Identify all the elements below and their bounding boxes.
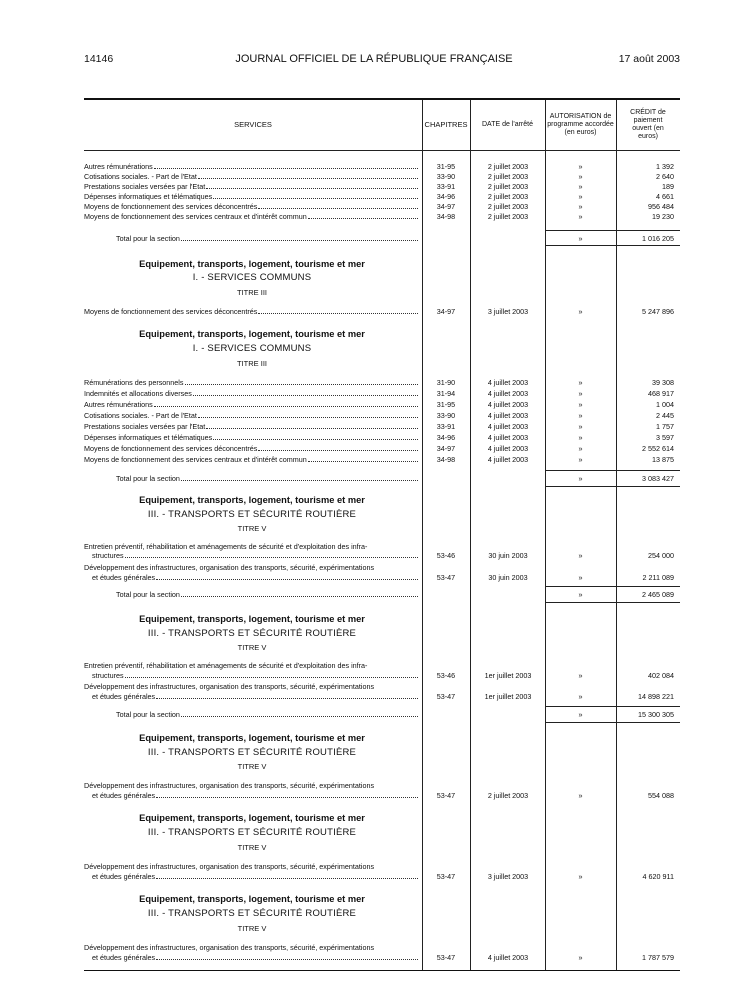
row-date: 1er juillet 2003 — [484, 692, 532, 701]
row-date: 4 juillet 2003 — [487, 378, 529, 387]
total-credit: 2 465 089 — [642, 590, 674, 599]
row-autorisation: » — [578, 411, 583, 420]
section-titre: TITRE III — [237, 359, 267, 368]
row-date: 2 juillet 2003 — [487, 182, 529, 191]
row-label-cont: et études générales — [92, 573, 156, 582]
row-autorisation: » — [578, 192, 583, 201]
row-autorisation: » — [578, 422, 583, 431]
total-credit: 1 016 205 — [642, 234, 674, 243]
row-date: 1er juillet 2003 — [484, 671, 532, 680]
row-date: 30 juin 2003 — [488, 551, 528, 560]
section-subtitle: III. - TRANSPORTS ET SÉCURITÉ ROUTIÈRE — [147, 509, 357, 520]
row-date: 2 juillet 2003 — [487, 192, 529, 201]
row-autorisation: » — [578, 162, 583, 171]
row-label-cont: structures — [92, 551, 124, 560]
row-autorisation: » — [578, 692, 583, 701]
row-credit: 402 084 — [648, 671, 674, 680]
total-label: Total pour la section — [116, 710, 180, 719]
row-credit: 254 000 — [648, 551, 674, 560]
credits-table — [84, 98, 680, 971]
section-title: Equipement, transports, logement, tourisme et mer — [139, 733, 365, 743]
table-row — [84, 172, 680, 181]
row-date: 4 juillet 2003 — [487, 953, 529, 962]
row-autorisation: » — [578, 791, 583, 800]
row-autorisation: » — [578, 212, 583, 221]
section-subtitle: III. - TRANSPORTS ET SÉCURITÉ ROUTIÈRE — [147, 628, 357, 639]
table-row — [84, 433, 680, 442]
section-titre: TITRE III — [237, 288, 267, 297]
row-date: 3 juillet 2003 — [487, 872, 529, 881]
section-title: Equipement, transports, logement, tourisme et mer — [139, 813, 365, 823]
col-header-services: SERVICES — [234, 120, 272, 129]
section-subtitle: I. - SERVICES COMMUNS — [192, 343, 312, 354]
total-label: Total pour la section — [116, 474, 180, 483]
row-autorisation: » — [578, 953, 583, 962]
row-credit: 4 661 — [656, 192, 674, 201]
table-row — [84, 307, 680, 316]
row-chapitre: 34-96 — [436, 192, 456, 201]
row-chapitre: 34-97 — [436, 307, 456, 316]
col-header-autorisation: AUTORISATION de programme accordée (en euros) — [547, 113, 614, 136]
table-row — [84, 411, 680, 420]
row-label-cont: et études générales — [92, 872, 156, 881]
row-label: Autres rémunérations — [84, 400, 153, 409]
total-box — [545, 470, 680, 487]
row-autorisation: » — [578, 433, 583, 442]
row-label: Développement des infrastructures, organisation des transports, sécurité, expérimentations — [84, 781, 375, 790]
row-date: 4 juillet 2003 — [487, 389, 529, 398]
section-subtitle: I. - SERVICES COMMUNS — [192, 272, 312, 283]
row-chapitre: 53-47 — [436, 791, 456, 800]
row-label: Moyens de fonctionnement des services déconcentrés — [84, 444, 258, 453]
row-credit: 1 787 579 — [642, 953, 674, 962]
row-date: 4 juillet 2003 — [487, 433, 529, 442]
table-row — [84, 444, 680, 453]
row-chapitre: 31-94 — [436, 389, 456, 398]
row-chapitre: 53-47 — [436, 953, 456, 962]
table-row — [84, 671, 680, 680]
total-autorisation: » — [578, 590, 583, 599]
section-titre: TITRE V — [237, 762, 267, 771]
table-row — [84, 872, 680, 881]
row-date: 2 juillet 2003 — [487, 791, 529, 800]
row-label-cont: et études générales — [92, 692, 156, 701]
row-autorisation: » — [578, 182, 583, 191]
row-label: Entretien préventif, réhabilitation et aménagements de sécurité et d'exploitation des infra- — [84, 542, 368, 551]
row-label: Développement des infrastructures, organisation des transports, sécurité, expérimentations — [84, 563, 375, 572]
row-label: Autres rémunérations — [84, 162, 153, 171]
page-date: 17 août 2003 — [618, 53, 680, 65]
table-row — [84, 791, 680, 800]
total-autorisation: » — [578, 710, 583, 719]
row-chapitre: 53-47 — [436, 872, 456, 881]
total-credit: 15 300 305 — [638, 710, 674, 719]
row-label-cont: et études générales — [92, 953, 156, 962]
table-row — [84, 378, 680, 387]
row-label: Indemnités et allocations diverses — [84, 389, 192, 398]
row-label: Moyens de fonctionnement des services déconcentrés — [84, 202, 258, 211]
row-label: Rémunérations des personnels — [84, 378, 184, 387]
row-chapitre: 33-91 — [436, 182, 456, 191]
table-row — [84, 692, 680, 701]
section-titre: TITRE V — [237, 843, 267, 852]
row-chapitre: 33-90 — [436, 411, 456, 420]
total-autorisation: » — [578, 474, 583, 483]
section-titre: TITRE V — [237, 524, 267, 533]
row-chapitre: 53-46 — [436, 551, 456, 560]
row-autorisation: » — [578, 455, 583, 464]
row-autorisation: » — [578, 671, 583, 680]
total-box — [545, 706, 680, 723]
table-row — [84, 953, 680, 962]
row-autorisation: » — [578, 172, 583, 181]
row-credit: 14 898 221 — [638, 692, 674, 701]
row-credit: 1 757 — [656, 422, 674, 431]
total-credit: 3 083 427 — [642, 474, 674, 483]
table-row — [84, 202, 680, 211]
table-row — [84, 212, 680, 221]
header-divider — [84, 150, 680, 151]
row-credit: 13 875 — [652, 455, 674, 464]
row-credit: 2 445 — [656, 411, 674, 420]
row-chapitre: 34-96 — [436, 433, 456, 442]
row-credit: 5 247 896 — [642, 307, 674, 316]
row-label: Développement des infrastructures, organisation des transports, sécurité, expérimentations — [84, 862, 375, 871]
row-credit: 1 392 — [656, 162, 674, 171]
row-credit: 2 552 614 — [642, 444, 674, 453]
row-label-cont: structures — [92, 671, 124, 680]
row-label: Dépenses informatiques et télématiques — [84, 433, 213, 442]
table-row — [84, 400, 680, 409]
row-chapitre: 34-97 — [436, 444, 456, 453]
row-date: 2 juillet 2003 — [487, 202, 529, 211]
row-label-cont: et études générales — [92, 791, 156, 800]
row-date: 4 juillet 2003 — [487, 411, 529, 420]
table-row — [84, 551, 680, 560]
section-titre: TITRE V — [237, 924, 267, 933]
row-date: 4 juillet 2003 — [487, 422, 529, 431]
row-date: 4 juillet 2003 — [487, 444, 529, 453]
row-label: Cotisations sociales. - Part de l'Etat — [84, 172, 197, 181]
row-label: Moyens de fonctionnement des services déconcentrés — [84, 307, 258, 316]
row-autorisation: » — [578, 551, 583, 560]
row-label: Développement des infrastructures, organisation des transports, sécurité, expérimentations — [84, 682, 375, 691]
row-date: 2 juillet 2003 — [487, 172, 529, 181]
section-title: Equipement, transports, logement, tourisme et mer — [139, 259, 365, 269]
row-date: 2 juillet 2003 — [487, 162, 529, 171]
table-row — [84, 162, 680, 171]
table-row — [84, 422, 680, 431]
section-subtitle: III. - TRANSPORTS ET SÉCURITÉ ROUTIÈRE — [147, 747, 357, 758]
row-chapitre: 34-98 — [436, 455, 456, 464]
row-autorisation: » — [578, 307, 583, 316]
page-number: 14146 — [84, 53, 114, 65]
table-row — [84, 182, 680, 191]
row-chapitre: 33-91 — [436, 422, 456, 431]
total-autorisation: » — [578, 234, 583, 243]
row-date: 2 juillet 2003 — [487, 212, 529, 221]
journal-title: JOURNAL OFFICIEL DE LA RÉPUBLIQUE FRANÇAISE — [235, 53, 513, 65]
row-autorisation: » — [578, 202, 583, 211]
row-credit: 2 211 089 — [642, 573, 674, 582]
col-divider — [470, 100, 471, 970]
row-credit: 468 917 — [648, 389, 674, 398]
row-autorisation: » — [578, 872, 583, 881]
total-label: Total pour la section — [116, 234, 180, 243]
total-box — [545, 230, 680, 246]
row-date: 4 juillet 2003 — [487, 455, 529, 464]
row-label: Développement des infrastructures, organisation des transports, sécurité, expérimentations — [84, 943, 375, 952]
row-label: Prestations sociales versées par l'Etat — [84, 182, 206, 191]
row-chapitre: 53-47 — [436, 692, 456, 701]
row-autorisation: » — [578, 400, 583, 409]
row-chapitre: 53-46 — [436, 671, 456, 680]
row-chapitre: 31-95 — [436, 162, 456, 171]
col-header-credit: CRÉDIT de paiement ouvert (en euros) — [630, 109, 666, 140]
section-title: Equipement, transports, logement, tourisme et mer — [139, 329, 365, 339]
row-label: Moyens de fonctionnement des services centraux et d'intérêt commun — [84, 455, 307, 464]
row-date: 30 juin 2003 — [488, 573, 528, 582]
row-autorisation: » — [578, 444, 583, 453]
row-credit: 2 640 — [656, 172, 674, 181]
row-label: Moyens de fonctionnement des services centraux et d'intérêt commun — [84, 212, 307, 221]
row-credit: 3 597 — [656, 433, 674, 442]
row-credit: 189 — [662, 182, 674, 191]
row-credit: 4 620 911 — [642, 872, 674, 881]
row-chapitre: 33-90 — [436, 172, 456, 181]
row-chapitre: 34-97 — [436, 202, 456, 211]
row-autorisation: » — [578, 378, 583, 387]
total-label: Total pour la section — [116, 590, 180, 599]
row-credit: 39 308 — [652, 378, 674, 387]
table-row — [84, 192, 680, 201]
row-chapitre: 53-47 — [436, 573, 456, 582]
row-autorisation: » — [578, 389, 583, 398]
row-credit: 554 088 — [648, 791, 674, 800]
table-row — [84, 573, 680, 582]
section-title: Equipement, transports, logement, tourisme et mer — [139, 614, 365, 624]
row-credit: 19 230 — [652, 212, 674, 221]
row-autorisation: » — [578, 573, 583, 582]
col-divider — [422, 100, 423, 970]
col-header-chapitres: CHAPITRES — [424, 120, 468, 129]
row-chapitre: 31-95 — [436, 400, 456, 409]
table-row — [84, 389, 680, 398]
row-chapitre: 31-90 — [436, 378, 456, 387]
row-date: 3 juillet 2003 — [487, 307, 529, 316]
table-row — [84, 455, 680, 464]
row-label: Cotisations sociales. - Part de l'Etat — [84, 411, 197, 420]
row-label: Prestations sociales versées par l'Etat — [84, 422, 206, 431]
row-label: Dépenses informatiques et télématiques — [84, 192, 213, 201]
row-label: Entretien préventif, réhabilitation et aménagements de sécurité et d'exploitation des infra- — [84, 661, 368, 670]
row-chapitre: 34-98 — [436, 212, 456, 221]
section-subtitle: III. - TRANSPORTS ET SÉCURITÉ ROUTIÈRE — [147, 908, 357, 919]
row-date: 4 juillet 2003 — [487, 400, 529, 409]
col-header-date: DATE de l'arrêté — [481, 121, 533, 128]
total-box — [545, 586, 680, 603]
section-subtitle: III. - TRANSPORTS ET SÉCURITÉ ROUTIÈRE — [147, 827, 357, 838]
section-titre: TITRE V — [237, 643, 267, 652]
row-credit: 956 484 — [648, 202, 674, 211]
section-title: Equipement, transports, logement, tourisme et mer — [139, 894, 365, 904]
row-credit: 1 004 — [656, 400, 674, 409]
section-title: Equipement, transports, logement, tourisme et mer — [139, 495, 365, 505]
